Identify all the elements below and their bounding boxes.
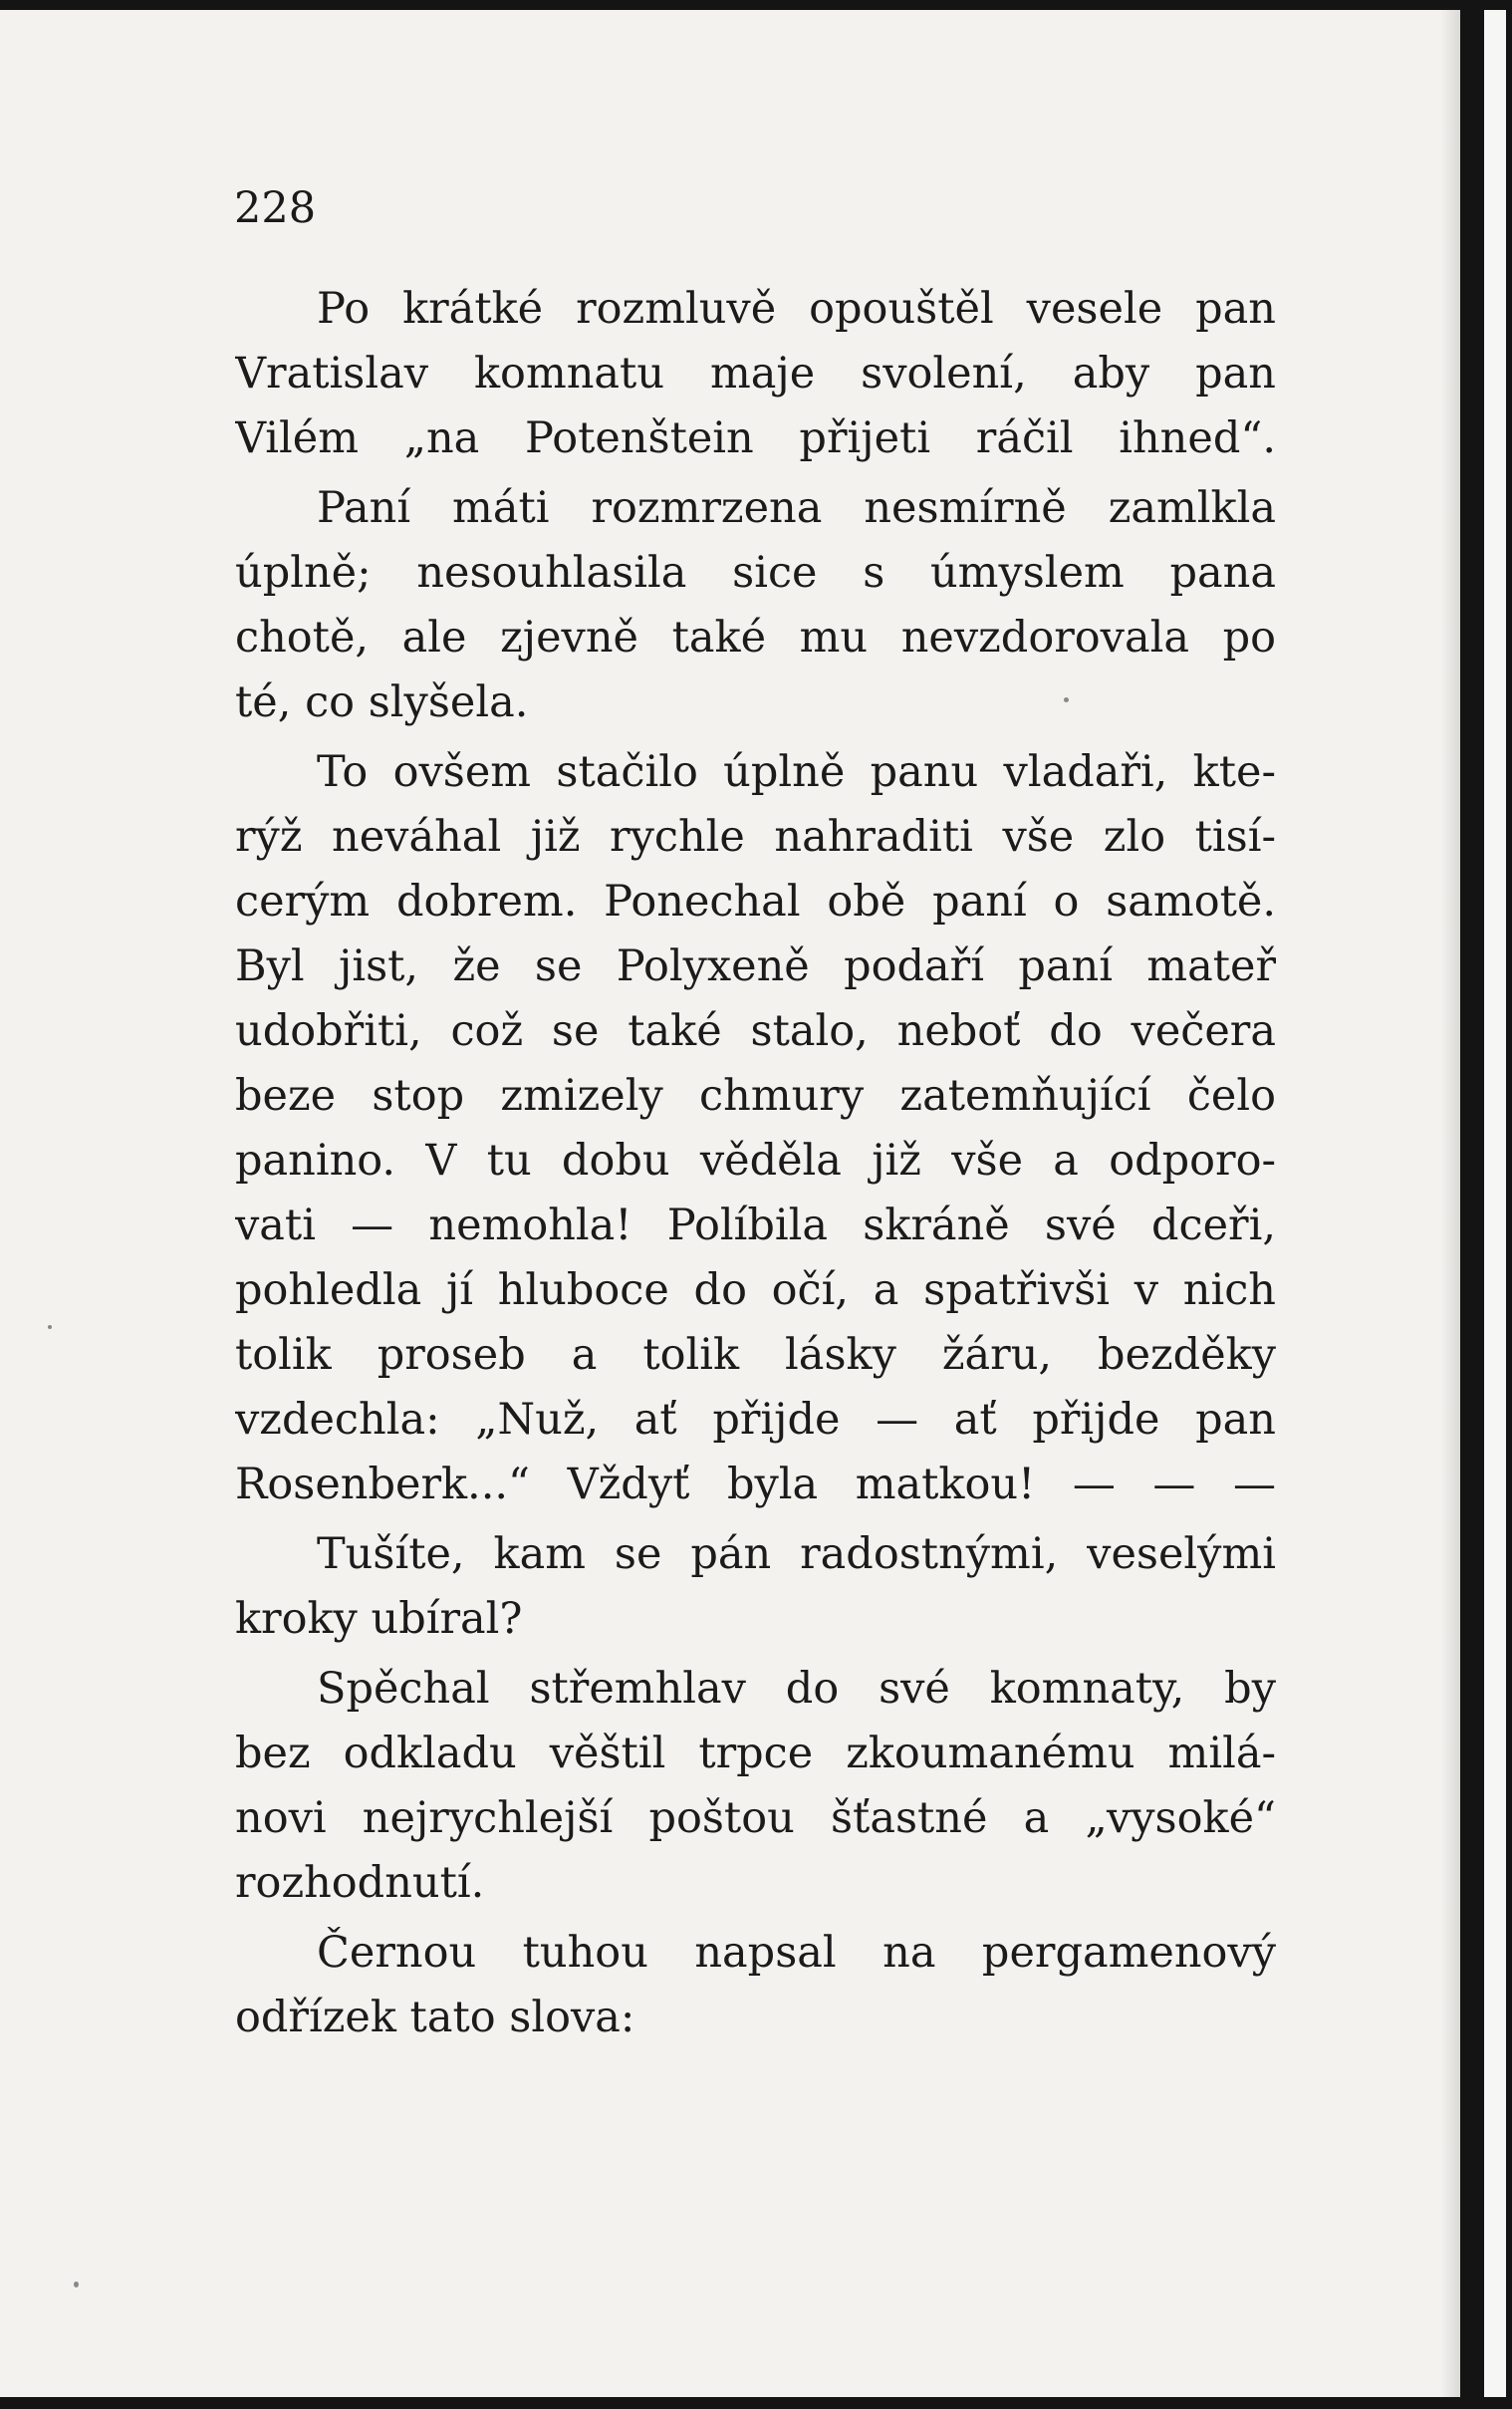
text-line: pohledla jí hluboce do očí, a spatřivši v nich <box>235 1265 1276 1315</box>
text-line: rýž neváhal již rychle nahraditi vše zlo tisí- <box>235 812 1276 862</box>
text-line: Rosenberk...“ Vždyť byla matkou! — — — <box>235 1460 1276 1509</box>
print-speck <box>1064 697 1069 702</box>
book-page <box>0 10 1460 2397</box>
body-text <box>235 277 1276 2050</box>
text-line: bez odkladu věštil trpce zkoumanému milá- <box>235 1729 1276 1778</box>
text-line: kroky ubíral? <box>235 1594 523 1644</box>
adjacent-page-edge <box>1484 10 1506 2397</box>
text-line: To ovšem stačilo úplně panu vladaři, kte- <box>317 747 1276 797</box>
text-line: vati — nemohla! Políbila skráně své dceři, <box>235 1201 1276 1250</box>
text-line: Černou tuhou napsal na pergamenový <box>317 1928 1276 1978</box>
text-line: Vratislav komnatu maje svolení, aby pan <box>235 349 1276 399</box>
text-line: chotě, ale zjevně také mu nevzdorovala po <box>235 613 1276 663</box>
text-line: Byl jist, že se Polyxeně podaří paní mateř <box>235 941 1276 991</box>
page-number: 228 <box>234 183 317 233</box>
text-line: beze stop zmizely chmury zatemňující čelo <box>235 1071 1276 1121</box>
text-line: Po krátké rozmluvě opouštěl vesele pan <box>317 284 1276 334</box>
text-line: úplně; nesouhlasila sice s úmyslem pana <box>235 548 1276 598</box>
text-line: odřízek tato slova: <box>235 1993 635 2042</box>
print-speck <box>74 2281 79 2287</box>
print-speck <box>48 1325 52 1329</box>
text-line: novi nejrychlejší poštou šťastné a „vysoké“ <box>235 1793 1276 1843</box>
text-line: Spěchal střemhlav do své komnaty, by <box>317 1664 1276 1714</box>
text-line: vzdechla: „Nuž, ať přijde — ať přijde pan <box>235 1395 1276 1445</box>
text-line: Tušíte, kam se pán radostnými, veselými <box>317 1529 1276 1579</box>
text-line: Vilém „na Potenštein přijeti ráčil ihned“. <box>235 413 1276 463</box>
page-edge-shadow <box>1440 10 1460 2397</box>
text-line: cerým dobrem. Ponechal obě paní o samotě. <box>235 877 1276 927</box>
text-line: panino. V tu dobu věděla již vše a odporo- <box>235 1136 1276 1186</box>
text-line: té, co slyšela. <box>235 677 529 727</box>
text-line: tolik proseb a tolik lásky žáru, bezděky <box>235 1330 1276 1380</box>
text-line: udobřiti, což se také stalo, neboť do večera <box>235 1006 1276 1056</box>
text-line: Paní máti rozmrzena nesmírně zamlkla <box>317 483 1276 533</box>
text-line: rozhodnutí. <box>235 1858 485 1908</box>
